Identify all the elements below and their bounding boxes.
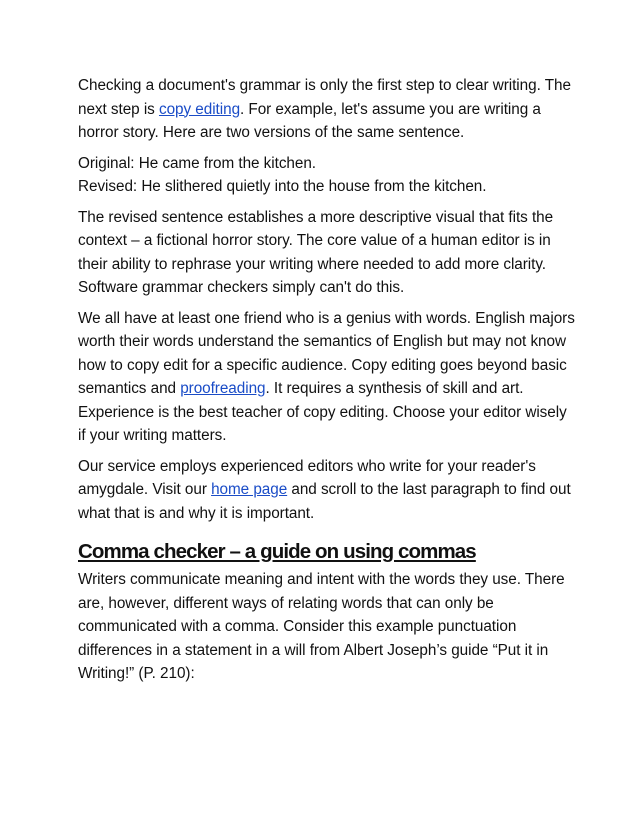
paragraph-intro (78, 74, 578, 145)
document-body (78, 74, 578, 693)
paragraph-text: We all have at least one friend who is a genius with words. English majors worth their words understand the semantics of English but may not know how to copy edit for a specific audience. Copy editing goes beyond basic semantics and (78, 309, 575, 397)
home-page-link[interactable]: home page (211, 481, 288, 498)
paragraph-revised-explanation: The revised sentence establishes a more descriptive visual that fits the context – a fictional horror story. The core value of a human editor is in their ability to rephrase your writing where needed to add more clarity. Software grammar checkers simply can't do this. (78, 208, 554, 296)
paragraph-text: Our service employs experienced editors who write for your reader's amygdale. Visit our (78, 457, 536, 498)
original-sentence: Original: He came from the kitchen. (78, 154, 316, 172)
paragraph-text: and scroll to the last paragraph to find out what that is and why it is important. (78, 481, 571, 522)
paragraph-text: . It requires a synthesis of skill and art. Experience is the best teacher of copy editing. Choose your editor wisely if your writing matters. (78, 380, 567, 444)
revised-sentence: Revised: He slithered quietly into the house from the kitchen. (78, 178, 487, 195)
paragraph-copy-editing (78, 307, 578, 448)
paragraph-comma-intro: Writers communicate meaning and intent with the words they use. There are, however, different ways of relating words that can only be communicated with a comma. Consider this example punctuation differences in a statement in a will from Albert Joseph’s guide “Put it in Writing!” (P. 210): (78, 571, 565, 682)
proofreading-link[interactable]: proofreading (180, 380, 266, 397)
paragraph-example-sentences (78, 152, 578, 199)
section-heading: Comma checker – a guide on using commas (78, 540, 476, 563)
paragraph-text: . For example, let's assume you are writing a horror story. Here are two versions of the same sentence. (78, 100, 541, 141)
paragraph-text: Checking a document's grammar is only the first step to clear writing. The next step is (78, 77, 571, 118)
copy-editing-link[interactable]: copy editing (158, 100, 241, 118)
paragraph-service (78, 455, 578, 526)
